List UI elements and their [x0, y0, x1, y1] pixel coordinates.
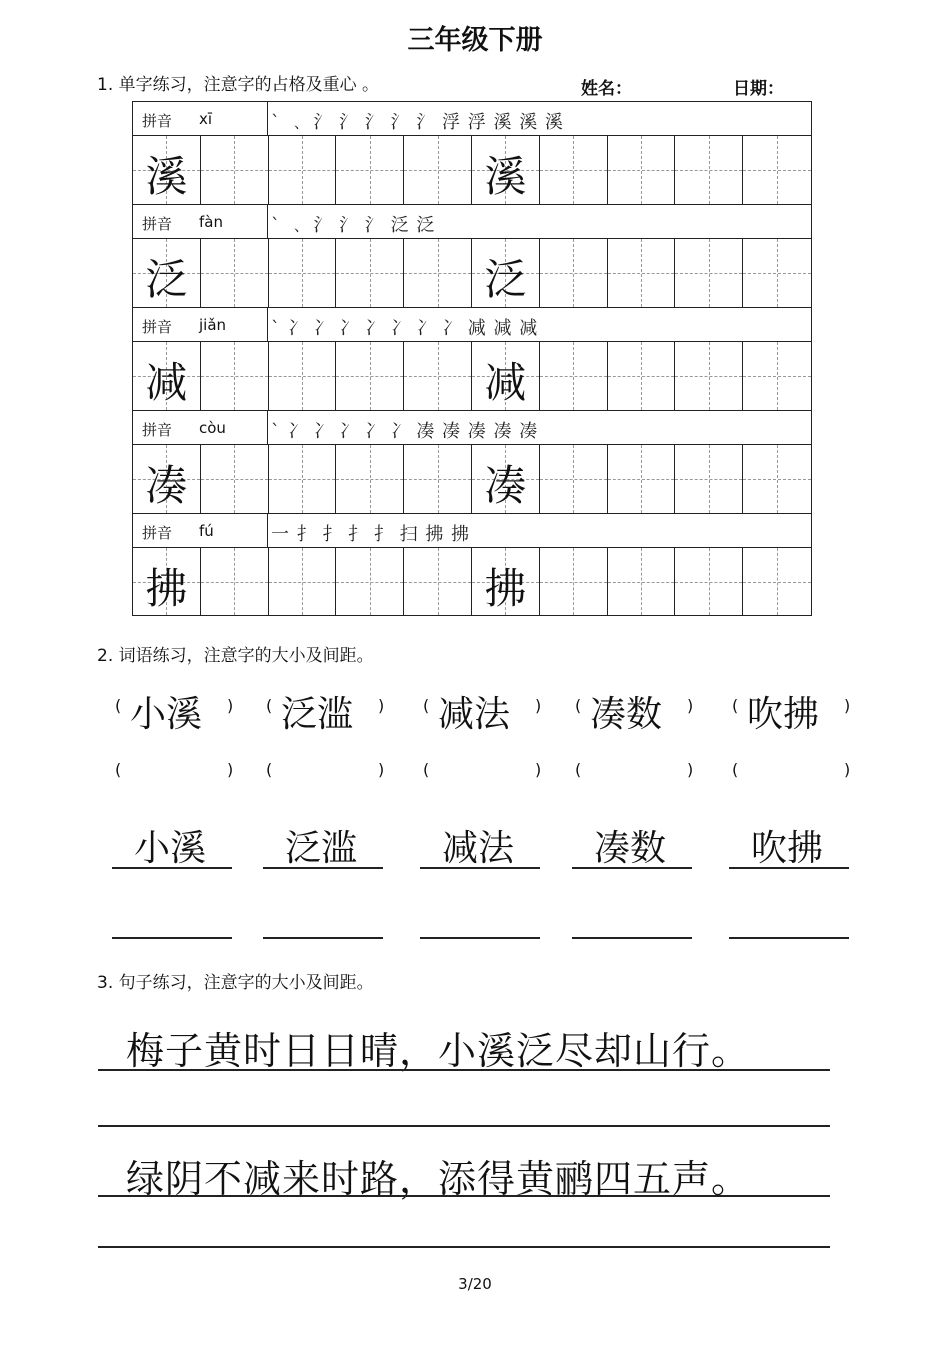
char-row: [132, 444, 812, 513]
name-label: 姓名：: [581, 79, 632, 99]
practice-character: 溪: [145, 152, 188, 201]
tian-grid-cell[interactable]: [336, 342, 404, 410]
paren-left: (: [423, 760, 430, 779]
stroke-order: ` 冫 冫 冫 冫 冫 凑 凑 凑 凑 凑: [271, 421, 539, 442]
tian-grid-cell[interactable]: [133, 239, 201, 307]
tian-grid-cell[interactable]: [201, 342, 269, 410]
paren-right: ): [378, 696, 385, 715]
tian-grid-cell[interactable]: [472, 239, 540, 307]
word-line[interactable]: [420, 867, 540, 869]
word-line[interactable]: [572, 937, 692, 939]
word-line[interactable]: [263, 867, 383, 869]
tian-grid-cell[interactable]: [404, 136, 472, 204]
divider: [267, 514, 268, 547]
tian-grid-cell[interactable]: [201, 239, 269, 307]
practice-character: 减: [484, 358, 527, 407]
word-copy: 小溪: [134, 828, 207, 869]
word-line[interactable]: [572, 867, 692, 869]
pinyin-label: 拼音: [142, 524, 173, 542]
word-model: 凑数: [590, 694, 663, 735]
stroke-order: ` ﹑ 氵 氵 氵 氵 氵 浮 浮 溪 溪 溪: [271, 112, 564, 133]
tian-grid-cell[interactable]: [675, 548, 743, 615]
word-line[interactable]: [729, 867, 849, 869]
pinyin-text: fàn: [199, 213, 223, 231]
divider: [267, 102, 268, 135]
paren-left: (: [732, 696, 739, 715]
writing-line: [98, 1246, 830, 1248]
pinyin-label: 拼音: [142, 112, 173, 130]
section2-heading: 2. 词语练习，注意字的大小及间距。: [97, 646, 374, 666]
tian-grid-cell[interactable]: [743, 342, 811, 410]
paren-right: ): [844, 696, 851, 715]
tian-grid-cell[interactable]: [743, 136, 811, 204]
tian-grid-cell[interactable]: [404, 239, 472, 307]
paren-left: (: [732, 760, 739, 779]
writing-line: [98, 1195, 830, 1197]
tian-grid-cell[interactable]: [540, 548, 608, 615]
pinyin-label: 拼音: [142, 318, 173, 336]
word-copy: 吹拂: [751, 828, 824, 869]
word-line[interactable]: [729, 937, 849, 939]
page-title: 三年级下册: [407, 25, 543, 56]
paren-right: ): [227, 696, 234, 715]
sentence-2: 绿阴不减来时路，添得黄鹂四五声。: [126, 1157, 751, 1201]
pinyin-text: xī: [199, 110, 213, 128]
tian-grid-cell[interactable]: [133, 445, 201, 513]
paren-right: ): [378, 760, 385, 779]
word-model: 泛滥: [281, 694, 354, 735]
tian-grid-cell[interactable]: [743, 239, 811, 307]
tian-grid-cell[interactable]: [133, 548, 201, 615]
practice-character: 减: [145, 358, 188, 407]
divider: [267, 308, 268, 341]
pinyin-row: [132, 101, 812, 135]
paren-left: (: [575, 760, 582, 779]
tian-grid-cell[interactable]: [608, 136, 676, 204]
word-copy: 减法: [442, 828, 515, 869]
tian-grid-cell[interactable]: [336, 548, 404, 615]
char-row: [132, 238, 812, 307]
tian-grid-cell[interactable]: [675, 342, 743, 410]
character-practice-grid: [132, 101, 812, 616]
tian-grid-cell[interactable]: [269, 445, 337, 513]
writing-line: [98, 1069, 830, 1071]
paren-right: ): [844, 760, 851, 779]
section3-heading: 3. 句子练习，注意字的大小及间距。: [97, 973, 374, 993]
tian-grid-cell[interactable]: [472, 445, 540, 513]
practice-character: 凑: [484, 461, 527, 510]
word-model: 吹拂: [747, 694, 820, 735]
practice-character: 泛: [484, 255, 527, 304]
date-label: 日期：: [733, 79, 784, 99]
tian-grid-cell[interactable]: [133, 342, 201, 410]
paren-right: ): [687, 696, 694, 715]
tian-grid-cell[interactable]: [608, 239, 676, 307]
tian-grid-cell[interactable]: [404, 445, 472, 513]
word-model: 小溪: [130, 694, 203, 735]
pinyin-row: [132, 513, 812, 547]
word-line[interactable]: [420, 937, 540, 939]
pinyin-label: 拼音: [142, 215, 173, 233]
tian-grid-cell[interactable]: [336, 239, 404, 307]
practice-character: 凑: [145, 461, 188, 510]
tian-grid-cell[interactable]: [675, 239, 743, 307]
char-row: [132, 135, 812, 204]
tian-grid-cell[interactable]: [404, 548, 472, 615]
paren-left: (: [266, 696, 273, 715]
pinyin-text: còu: [199, 419, 226, 437]
tian-grid-cell[interactable]: [201, 136, 269, 204]
word-copy: 泛滥: [285, 828, 358, 869]
paren-right: ): [535, 696, 542, 715]
tian-grid-cell[interactable]: [201, 445, 269, 513]
tian-grid-cell[interactable]: [540, 342, 608, 410]
tian-grid-cell[interactable]: [472, 548, 540, 615]
tian-grid-cell[interactable]: [608, 548, 676, 615]
tian-grid-cell[interactable]: [608, 342, 676, 410]
pinyin-row: [132, 410, 812, 444]
tian-grid-cell[interactable]: [336, 445, 404, 513]
tian-grid-cell[interactable]: [336, 136, 404, 204]
practice-character: 泛: [145, 255, 188, 304]
paren-left: (: [115, 696, 122, 715]
practice-character: 拂: [145, 564, 188, 613]
pinyin-text: jiǎn: [199, 316, 227, 334]
paren-right: ): [227, 760, 234, 779]
word-copy: 凑数: [594, 828, 667, 869]
divider: [267, 205, 268, 238]
tian-grid-cell[interactable]: [472, 342, 540, 410]
tian-grid-cell[interactable]: [540, 239, 608, 307]
tian-grid-cell[interactable]: [269, 136, 337, 204]
paren-right: ): [535, 760, 542, 779]
paren-left: (: [115, 760, 122, 779]
pinyin-label: 拼音: [142, 421, 173, 439]
char-row: [132, 341, 812, 410]
paren-left: (: [266, 760, 273, 779]
stroke-order: ` ﹑ 氵 氵 氵 泛 泛: [271, 215, 436, 236]
paren-right: ): [687, 760, 694, 779]
tian-grid-cell[interactable]: [743, 548, 811, 615]
sentence-1: 梅子黄时日日晴，小溪泛尽却山行。: [126, 1029, 751, 1073]
tian-grid-cell[interactable]: [675, 445, 743, 513]
word-line[interactable]: [112, 937, 232, 939]
stroke-order: 一 扌 扌 扌 扌 扫 拂 拂: [271, 524, 471, 545]
word-line[interactable]: [263, 937, 383, 939]
pinyin-row: [132, 204, 812, 238]
tian-grid-cell[interactable]: [269, 239, 337, 307]
pinyin-text: fú: [199, 522, 214, 540]
tian-grid-cell[interactable]: [404, 342, 472, 410]
tian-grid-cell[interactable]: [608, 445, 676, 513]
practice-character: 拂: [484, 564, 527, 613]
section1-heading: 1. 单字练习，注意字的占格及重心 。: [97, 75, 380, 95]
tian-grid-cell[interactable]: [540, 445, 608, 513]
word-line[interactable]: [112, 867, 232, 869]
tian-grid-cell[interactable]: [201, 548, 269, 615]
paren-left: (: [423, 696, 430, 715]
tian-grid-cell[interactable]: [269, 548, 337, 615]
tian-grid-cell[interactable]: [269, 342, 337, 410]
divider: [267, 411, 268, 444]
stroke-order: ` 冫 冫 冫 冫 冫 冫 冫 减 减 减: [271, 318, 539, 339]
paren-left: (: [575, 696, 582, 715]
writing-line: [98, 1125, 830, 1127]
word-model: 减法: [438, 694, 511, 735]
tian-grid-cell[interactable]: [675, 136, 743, 204]
pinyin-row: [132, 307, 812, 341]
page-number: 3/20: [458, 1275, 492, 1293]
practice-character: 溪: [484, 152, 527, 201]
tian-grid-cell[interactable]: [743, 445, 811, 513]
tian-grid-cell[interactable]: [472, 136, 540, 204]
tian-grid-cell[interactable]: [540, 136, 608, 204]
tian-grid-cell[interactable]: [133, 136, 201, 204]
char-row: [132, 547, 812, 616]
